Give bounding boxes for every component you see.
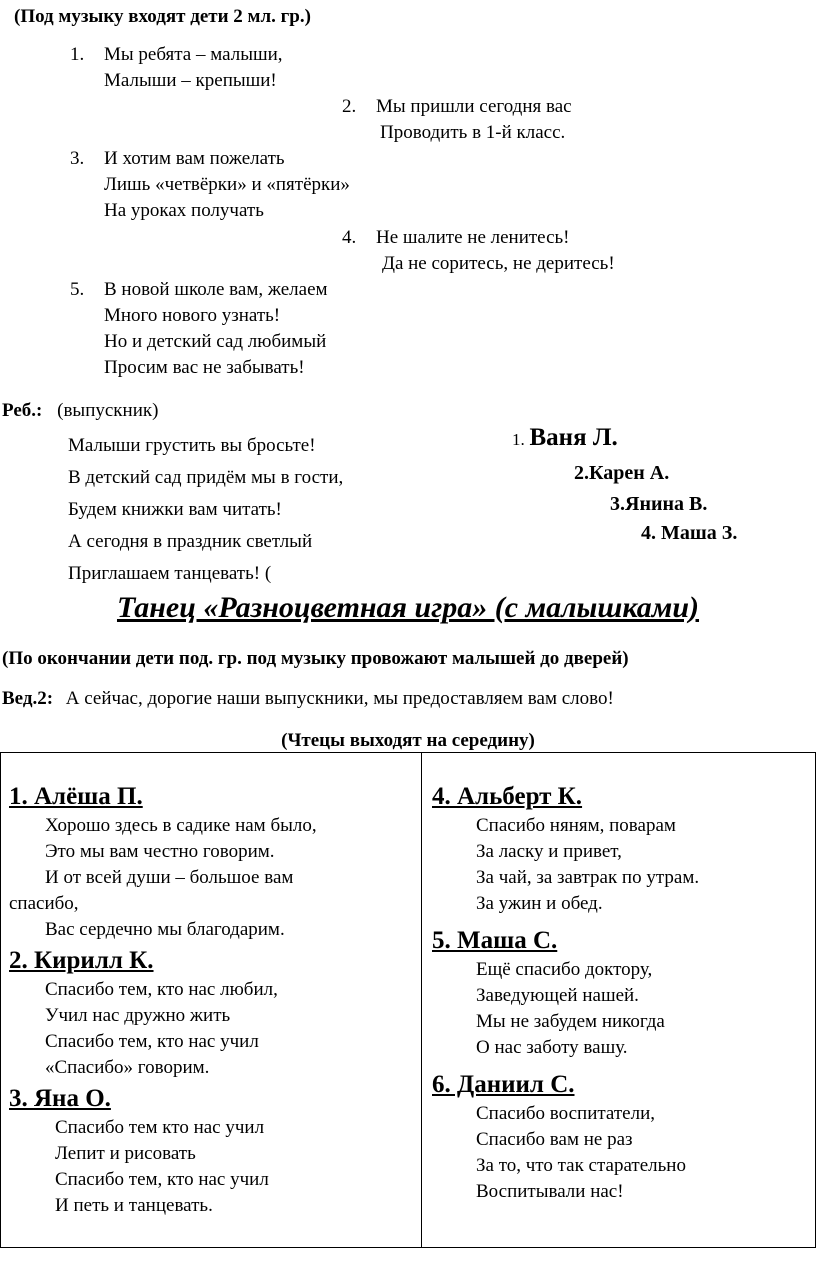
reb-note: (выпускник)	[57, 400, 159, 421]
reader-line: Спасибо няням, поварам	[476, 815, 676, 836]
reader-line: Спасибо вам не раз	[476, 1129, 633, 1150]
poem-line: Да не соритесь, не деритесь!	[382, 253, 615, 274]
reader-name: 5. Маша С.	[432, 927, 558, 954]
poem-stanza-2	[342, 94, 572, 146]
reader-name: 4. Альберт К.	[432, 783, 583, 810]
reb-line: Малыши грустить вы бросьте!	[68, 435, 316, 456]
reader-block	[432, 925, 815, 1061]
intro-note: (Под музыку входят дети 2 мл. гр.)	[14, 6, 311, 27]
reb-line: А сегодня в праздник светлый	[68, 531, 313, 552]
graduate-number: 1.	[512, 430, 525, 449]
poem-stanza-1	[70, 42, 283, 94]
reader-line: Спасибо тем, кто нас учил	[45, 1031, 259, 1052]
graduate-3: 3.Янина В.	[610, 493, 708, 515]
poem-line: На уроках получать	[104, 200, 264, 221]
reb-line: В детский сад придём мы в гости,	[68, 467, 344, 488]
graduate-name: Ваня Л.	[529, 424, 618, 451]
poem-line: Мы пришли сегодня вас	[376, 96, 572, 117]
ved-text: А сейчас, дорогие наши выпускники, мы предоставляем вам слово!	[65, 688, 614, 709]
graduate-1	[512, 425, 618, 453]
reader-line: Спасибо тем, кто нас учил	[55, 1169, 269, 1190]
poem-line: Но и детский сад любимый	[104, 331, 327, 352]
reader-line: Учил нас дружно жить	[45, 1005, 231, 1026]
dance-title: Танец «Разноцветная игра» (с малышками)	[116, 591, 700, 624]
stanza-number: 4.	[342, 227, 357, 248]
poem-line: Много нового узнать!	[104, 305, 281, 326]
reader-name: 3. Яна О.	[9, 1085, 111, 1112]
reader-line: Мы не забудем никогда	[476, 1011, 665, 1032]
reader-block	[432, 1069, 815, 1205]
reader-name: 6. Даниил С.	[432, 1071, 575, 1098]
graduate-2: 2.Карен А.	[574, 462, 670, 484]
reader-line: За то, что так старательно	[476, 1155, 686, 1176]
stage-note-2: (По окончании дети под. гр. под музыку провожают малышей до дверей)	[2, 648, 629, 669]
reb-line: Будем книжки вам читать!	[68, 499, 282, 520]
reader-line: Это мы вам честно говорим.	[45, 841, 275, 862]
poem-line: И хотим вам пожелать	[104, 148, 285, 169]
poem-stanza-3	[70, 146, 350, 224]
stanza-number: 1.	[70, 44, 85, 65]
reader-line: Спасибо тем, кто нас любил,	[45, 979, 278, 1000]
reader-line: Ещё спасибо доктору,	[476, 959, 653, 980]
reb-label: Реб.:	[2, 400, 43, 421]
poem-line: Малыши – крепыши!	[104, 70, 277, 91]
stanza-number: 2.	[342, 96, 357, 117]
reader-line: спасибо,	[9, 893, 79, 914]
readers-table	[0, 752, 816, 1248]
reader-line: За ужин и обед.	[476, 893, 603, 914]
reader-line: И от всей души – большое вам	[45, 867, 294, 888]
stanza-number: 5.	[70, 279, 85, 300]
reader-name: 1. Алёша П.	[9, 783, 143, 810]
reader-line: Спасибо воспитатели,	[476, 1103, 655, 1124]
reader-block	[9, 1083, 421, 1219]
reader-line: О нас заботу вашу.	[476, 1037, 628, 1058]
readers-right-column	[422, 753, 816, 1248]
reader-line: Вас сердечно мы благодарим.	[45, 919, 285, 940]
reb-line: Приглашаем танцевать! (	[68, 563, 272, 584]
reader-name: 2. Кирилл К.	[9, 947, 154, 974]
graduate-4: 4. Маша З.	[641, 522, 738, 544]
poem-line: В новой школе вам, желаем	[104, 279, 328, 300]
reader-line: Заведующей нашей.	[476, 985, 639, 1006]
reader-line: И петь и танцевать.	[55, 1195, 213, 1216]
reader-line: Лепит и рисовать	[55, 1143, 196, 1164]
reader-line: Спасибо тем кто нас учил	[55, 1117, 265, 1138]
poem-line: Проводить в 1-й класс.	[380, 122, 566, 143]
stanza-number: 3.	[70, 148, 85, 169]
reader-block	[9, 945, 421, 1081]
ved-line	[2, 686, 614, 712]
reader-block	[9, 781, 421, 943]
reader-line: За ласку и привет,	[476, 841, 622, 862]
reb-lines	[68, 430, 343, 590]
poem-line: Мы ребята – малыши,	[104, 44, 283, 65]
stage-note-3: (Чтецы выходят на середину)	[281, 730, 535, 751]
reader-line: За чай, за завтрак по утрам.	[476, 867, 700, 888]
reader-line: «Спасибо» говорим.	[45, 1057, 210, 1078]
poem-line: Не шалите не ленитесь!	[376, 227, 570, 248]
reb-header	[2, 398, 158, 424]
poem-stanza-5	[70, 277, 328, 381]
reader-line: Воспитывали нас!	[476, 1181, 624, 1202]
readers-left-column	[1, 753, 422, 1248]
poem-line: Просим вас не забывать!	[104, 357, 305, 378]
reader-line: Хорошо здесь в садике нам было,	[45, 815, 317, 836]
ved-label: Вед.2:	[2, 688, 54, 709]
poem-stanza-4	[342, 225, 615, 277]
poem-line: Лишь «четвёрки» и «пятёрки»	[104, 174, 350, 195]
reader-block	[432, 781, 815, 917]
